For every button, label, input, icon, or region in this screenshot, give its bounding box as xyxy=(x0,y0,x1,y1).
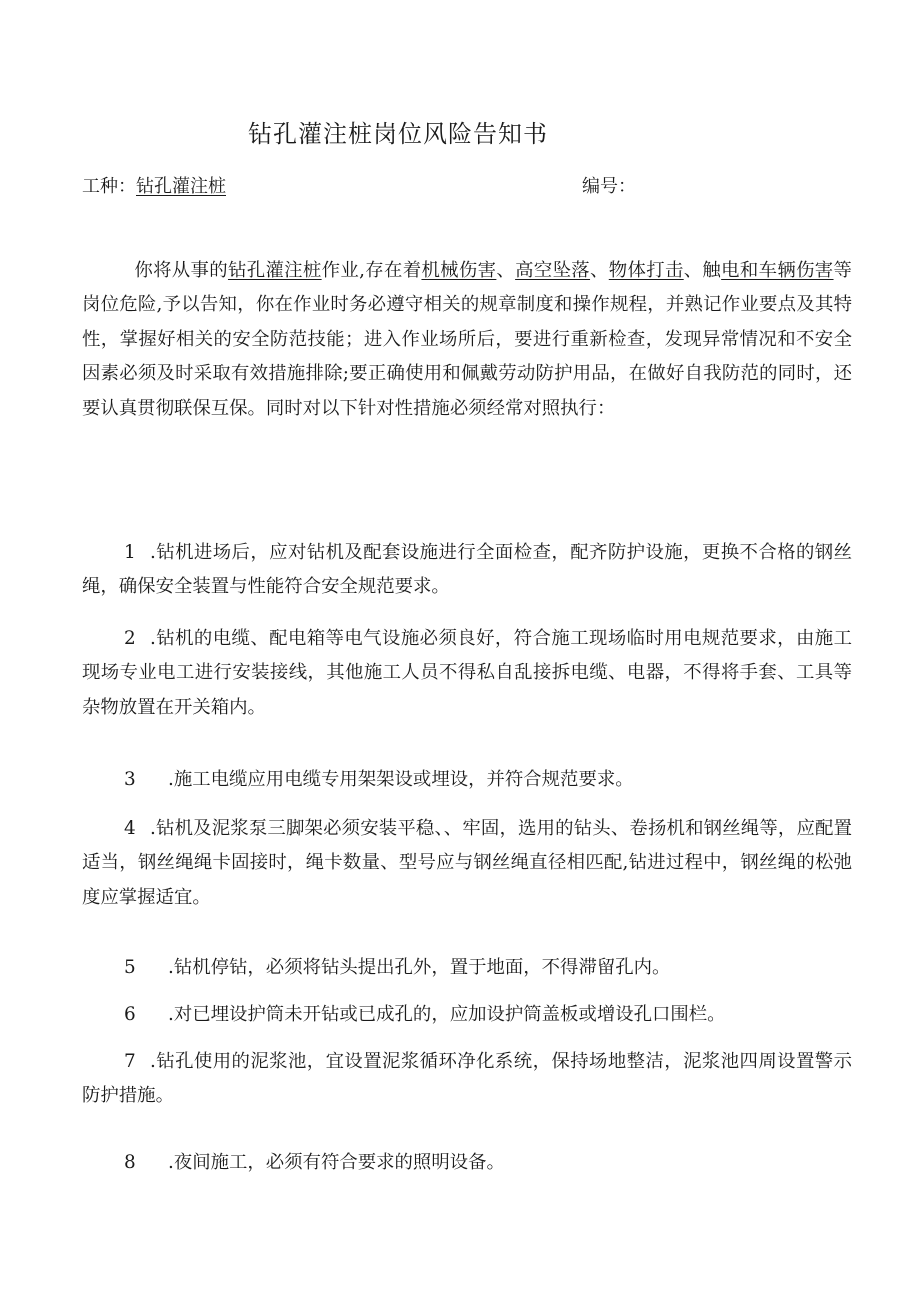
hazard-electric-vehicle: 电和车辆伤害 xyxy=(721,260,834,281)
item-number: 1 xyxy=(124,542,136,563)
hazard-object-strike: 物体打击 xyxy=(608,260,684,281)
intro-text: 作业,存在着 xyxy=(321,260,422,281)
item-text: .施工电缆应用电缆专用架架设或埋设，并符合规范要求。 xyxy=(168,769,634,790)
trade-field xyxy=(82,172,226,198)
measure-item-4 xyxy=(82,812,852,915)
measure-item-7 xyxy=(82,1045,852,1114)
intro-separator: 、 xyxy=(496,260,516,281)
measure-item-5 xyxy=(82,951,852,985)
intro-separator: 、触 xyxy=(683,260,722,281)
item-number: 5 xyxy=(124,957,136,978)
intro-paragraph xyxy=(82,254,852,426)
item-number: 2 xyxy=(124,628,136,649)
number-label: 编号： xyxy=(582,176,636,197)
item-number: 4 xyxy=(124,818,136,839)
measure-item-6 xyxy=(82,998,852,1032)
item-text: .钻机进场后，应对钻机及配套设施进行全面检查，配齐防护设施，更换不合格的钢丝绳，确保安全装置与性能符合安全规范要求。 xyxy=(82,542,852,598)
item-number: 8 xyxy=(124,1152,136,1173)
item-text: .钻机的电缆、配电箱等电气设施必须良好，符合施工现场临时用电规范要求，由施工现场专业电工进行安装接线，其他施工人员不得私自乱接拆电缆、电器，不得将手套、工具等杂物放置在开关箱内。 xyxy=(82,628,852,718)
intro-separator: 、 xyxy=(590,260,609,281)
measure-item-1 xyxy=(82,536,852,605)
document-title: 钻孔灌注桩岗位风险告知书 xyxy=(248,120,548,148)
hazard-mechanical: 机械伤害 xyxy=(421,260,497,281)
item-text: .对已埋设护筒未开钻或已成孔的，应加设护筒盖板或增设孔口围栏。 xyxy=(168,1004,726,1025)
item-text: .钻孔使用的泥浆池，宜设置泥浆循环净化系统，保持场地整洁，泥浆池四周设置警示防护措施。 xyxy=(82,1051,852,1107)
intro-work-name: 钻孔灌注桩 xyxy=(227,260,322,281)
intro-text: 等岗位危险,予以告知，你在作业时务必遵守相关的规章制度和操作规程，并熟记作业要点及其特性，掌握好相关的安全防范技能；进入作业场所后，要进行重新检查，发现异常情况和不安全因素必须及时采取有效措施排除;要正确使用和佩戴劳动防护用品，在做好自我防范的同时，还要认真贯彻联保互保。同时对以下针对性措施必须经常对照执行： xyxy=(82,260,852,419)
item-text: .钻机停钻，必须将钻头提出孔外，置于地面，不得滞留孔内。 xyxy=(168,957,671,978)
number-field xyxy=(582,172,636,198)
hazard-fall: 高空坠落 xyxy=(515,260,591,281)
item-number: 3 xyxy=(124,769,136,790)
item-text: .钻机及泥浆泵三脚架必须安装平稳、、牢固，选用的钻头、卷扬机和钢丝绳等，应配置适当，钢丝绳绳卡固接时，绳卡数量、型号应与钢丝绳直径相匹配,钻进过程中，钢丝绳的松弛度应掌握适宜。 xyxy=(82,818,852,908)
trade-label: 工种： xyxy=(82,176,136,197)
measure-item-3 xyxy=(82,763,852,797)
trade-value: 钻孔灌注桩 xyxy=(136,176,226,197)
item-text: .夜间施工，必须有符合要求的照明设备。 xyxy=(168,1152,505,1173)
intro-text: 你将从事的 xyxy=(134,260,228,281)
measure-item-2 xyxy=(82,622,852,725)
item-number: 7 xyxy=(124,1051,136,1072)
item-number: 6 xyxy=(124,1004,136,1025)
measure-item-8 xyxy=(82,1146,852,1180)
